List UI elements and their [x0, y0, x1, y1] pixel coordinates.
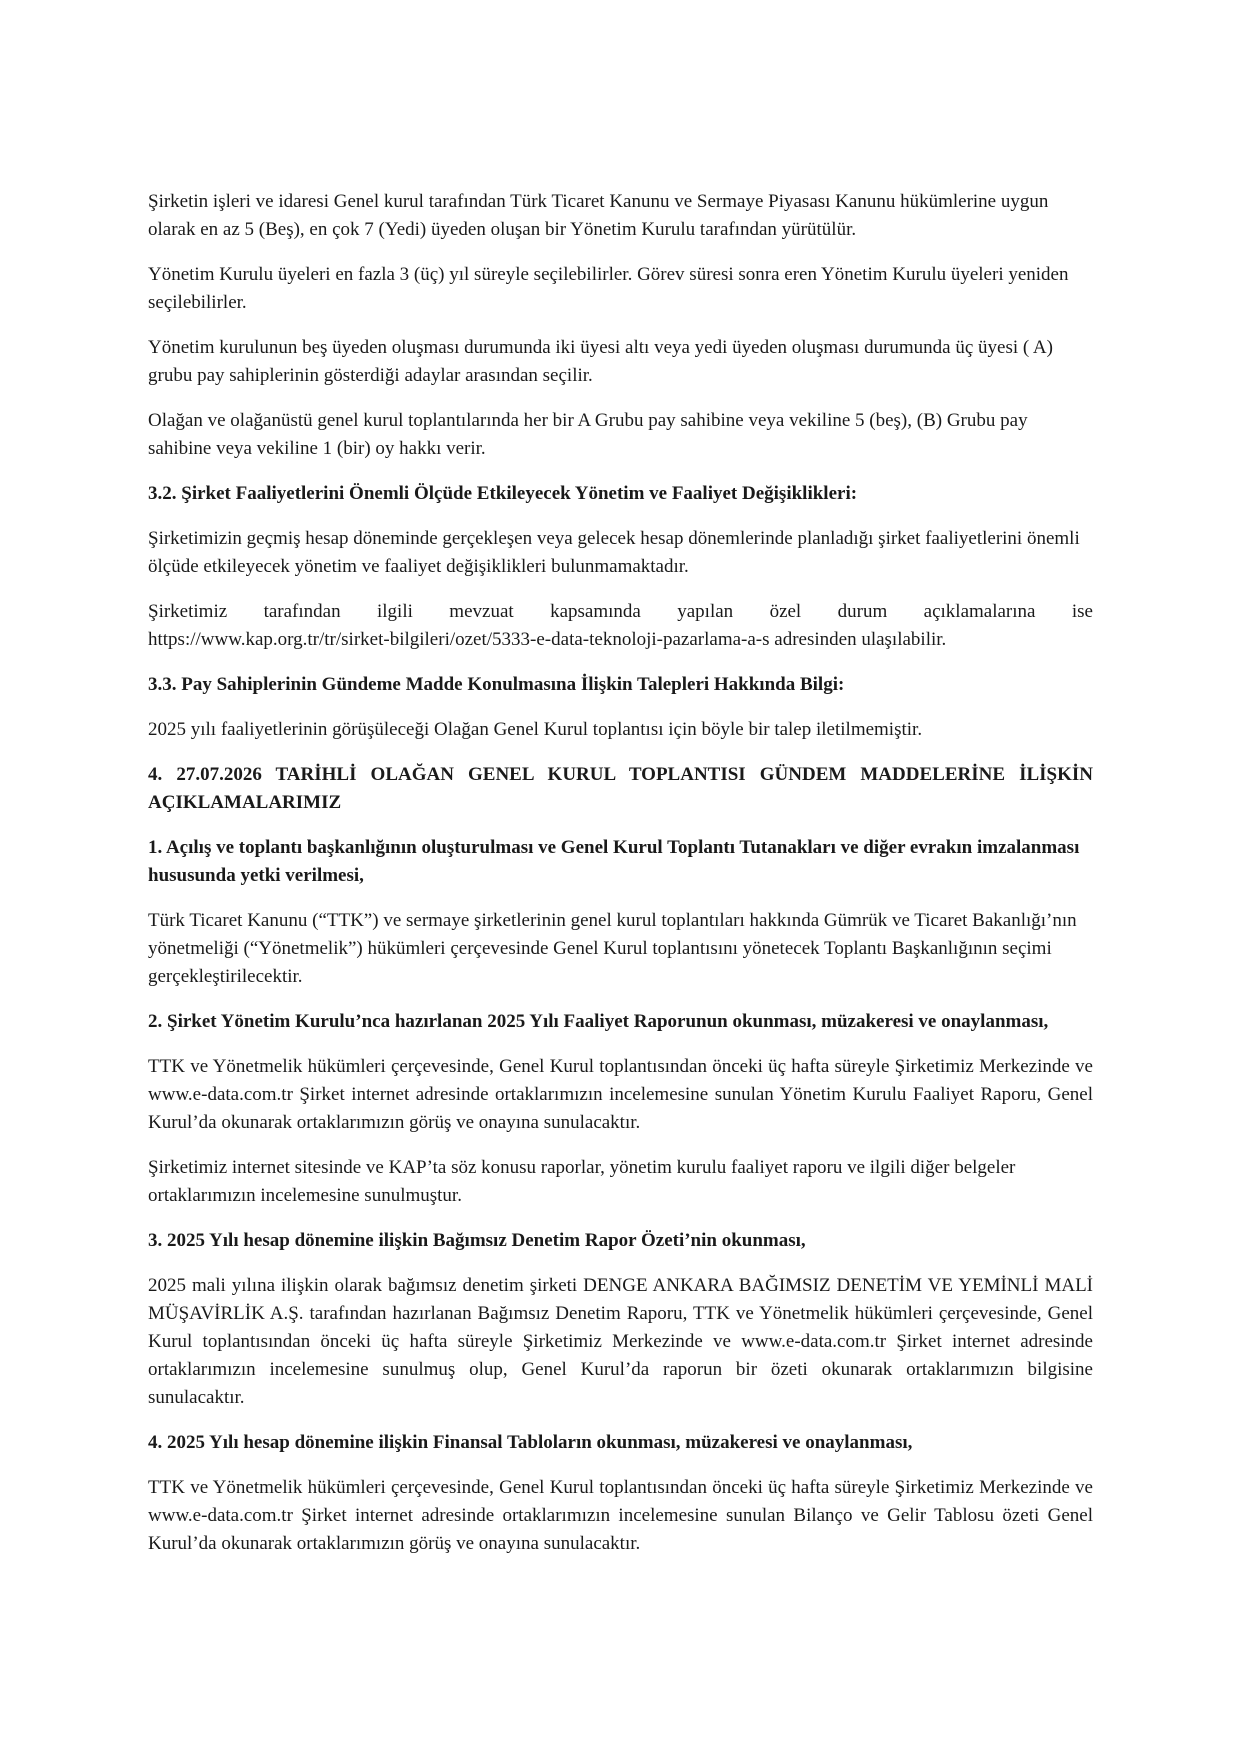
heading-3-3: 3.3. Pay Sahiplerinin Gündeme Madde Konulmasına İlişkin Talepleri Hakkında Bilgi: [148, 674, 845, 695]
heading-agenda-item-1: 1. Açılış ve toplantı başkanlığının oluşturulması ve Genel Kurul Toplantı Tutanakları ve diğer evrakın imzalanması hususunda yetki verilmesi, [148, 837, 1080, 886]
document-page [148, 188, 1093, 1575]
paragraph-board-composition: Yönetim kurulunun beş üyeden oluşması durumunda iki üyesi altı veya yedi üyeden oluşması durumunda üç üyesi ( A) grubu pay sahiplerinin gösterdiği adaylar arasından seçilir. [148, 337, 1053, 386]
paragraph-board-management: Şirketin işleri ve idaresi Genel kurul tarafından Türk Ticaret Kanunu ve Sermaye Piyasası Kanunu hükümlerine uygun olarak en az 5 (Beş), en çok 7 (Yedi) üyeden oluşan bir Yönetim Kurulu tarafından yürütülür. [148, 191, 1049, 240]
paragraph-agenda-item-3: 2025 mali yılına ilişkin olarak bağımsız denetim şirketi DENGE ANKARA BAĞIMSIZ DENETİM VE YEMİNLİ MALİ MÜŞAVİRLİK A.Ş. tarafından hazırlanan Bağımsız Denetim Raporu, TTK ve Yönetmelik hükümleri çerçevesinde, Genel Kurul toplantısından önceki üç hafta süreyle Şirketimiz Merkezinde ve www.e-data.com.tr Şirket internet adresinde ortaklarımızın incelemesine sunulmuş olup, Genel Kurul’da raporun bir özeti okunarak ortaklarımızın bilgisine sunulacaktır. [148, 1275, 1093, 1408]
heading-agenda-item-2: 2. Şirket Yönetim Kurulu’nca hazırlanan 2025 Yılı Faaliyet Raporunun okunması, müzakeresi ve onaylanması, [148, 1011, 1049, 1032]
paragraph-agenda-item-2-kap: Şirketimiz internet sitesinde ve KAP’ta söz konusu raporlar, yönetim kurulu faaliyet raporu ve ilgili diğer belgeler ortaklarımızın incelemesine sunulmuştur. [148, 1157, 1016, 1206]
paragraph-agenda-item-2: TTK ve Yönetmelik hükümleri çerçevesinde, Genel Kurul toplantısından önceki üç hafta süreyle Şirketimiz Merkezinde ve www.e-data.com.tr Şirket internet adresinde ortaklarımızın incelemesine sunulan Yönetim Kurulu Faaliyet Raporu, Genel Kurul’da okunarak ortaklarımızın görüş ve onayına sunulacaktır. [148, 1056, 1093, 1133]
heading-agenda-item-3: 3. 2025 Yılı hesap dönemine ilişkin Bağımsız Denetim Rapor Özeti’nin okunması, [148, 1230, 806, 1251]
paragraph-board-term: Yönetim Kurulu üyeleri en fazla 3 (üç) yıl süreyle seçilebilirler. Görev süresi sonra eren Yönetim Kurulu üyeleri yeniden seçilebilirler. [148, 264, 1069, 313]
paragraph-no-changes: Şirketimizin geçmiş hesap döneminde gerçekleşen veya gelecek hesap dönemlerinde planladığı şirket faaliyetlerini önemli ölçüde etkileyecek yönetim ve faaliyet değişiklikleri bulunmamaktadır. [148, 528, 1080, 577]
kap-link: https://www.kap.org.tr/tr/sirket-bilgileri/ozet/5333-e-data-teknoloji-pazarlama-a-s adresinden ulaşılabilir. [148, 629, 947, 650]
paragraph-agenda-item-4: TTK ve Yönetmelik hükümleri çerçevesinde, Genel Kurul toplantısından önceki üç hafta süreyle Şirketimiz Merkezinde ve www.e-data.com.tr Şirket internet adresinde ortaklarımızın incelemesine sunulan Bilanço ve Gelir Tablosu özeti Genel Kurul’da okunarak ortaklarımızın görüş ve onayına sunulacaktır. [148, 1477, 1093, 1554]
paragraph-voting-rights: Olağan ve olağanüstü genel kurul toplantılarında her bir A Grubu pay sahibine veya vekiline 5 (beş), (B) Grubu pay sahibine veya vekiline 1 (bir) oy hakkı verir. [148, 410, 1028, 459]
paragraph-no-request: 2025 yılı faaliyetlerinin görüşüleceği Olağan Genel Kurul toplantısı için böyle bir talep iletilmemiştir. [148, 719, 923, 740]
heading-3-2: 3.2. Şirket Faaliyetlerini Önemli Ölçüde Etkileyecek Yönetim ve Faaliyet Değişiklikleri: [148, 483, 858, 504]
heading-agenda-item-4: 4. 2025 Yılı hesap dönemine ilişkin Finansal Tabloların okunması, müzakeresi ve onaylanması, [148, 1432, 913, 1453]
paragraph-kap-disclosures [148, 598, 1093, 654]
kap-disclosures-line-1: Şirketimiz tarafından ilgili mevzuat kapsamında yapılan özel durum açıklamalarına ise [148, 601, 1093, 622]
heading-4-agenda: 4. 27.07.2026 TARİHLİ OLAĞAN GENEL KURUL TOPLANTISI GÜNDEM MADDELERİNE İLİŞKİN AÇIKLAMALARIMIZ [148, 764, 1093, 813]
paragraph-agenda-item-1: Türk Ticaret Kanunu (“TTK”) ve sermaye şirketlerinin genel kurul toplantıları hakkında Gümrük ve Ticaret Bakanlığı’nın yönetmeliği (“Yönetmelik”) hükümleri çerçevesinde Genel Kurul toplantısını yönetecek Toplantı Başkanlığının seçimi gerçekleştirilecektir. [148, 910, 1077, 987]
